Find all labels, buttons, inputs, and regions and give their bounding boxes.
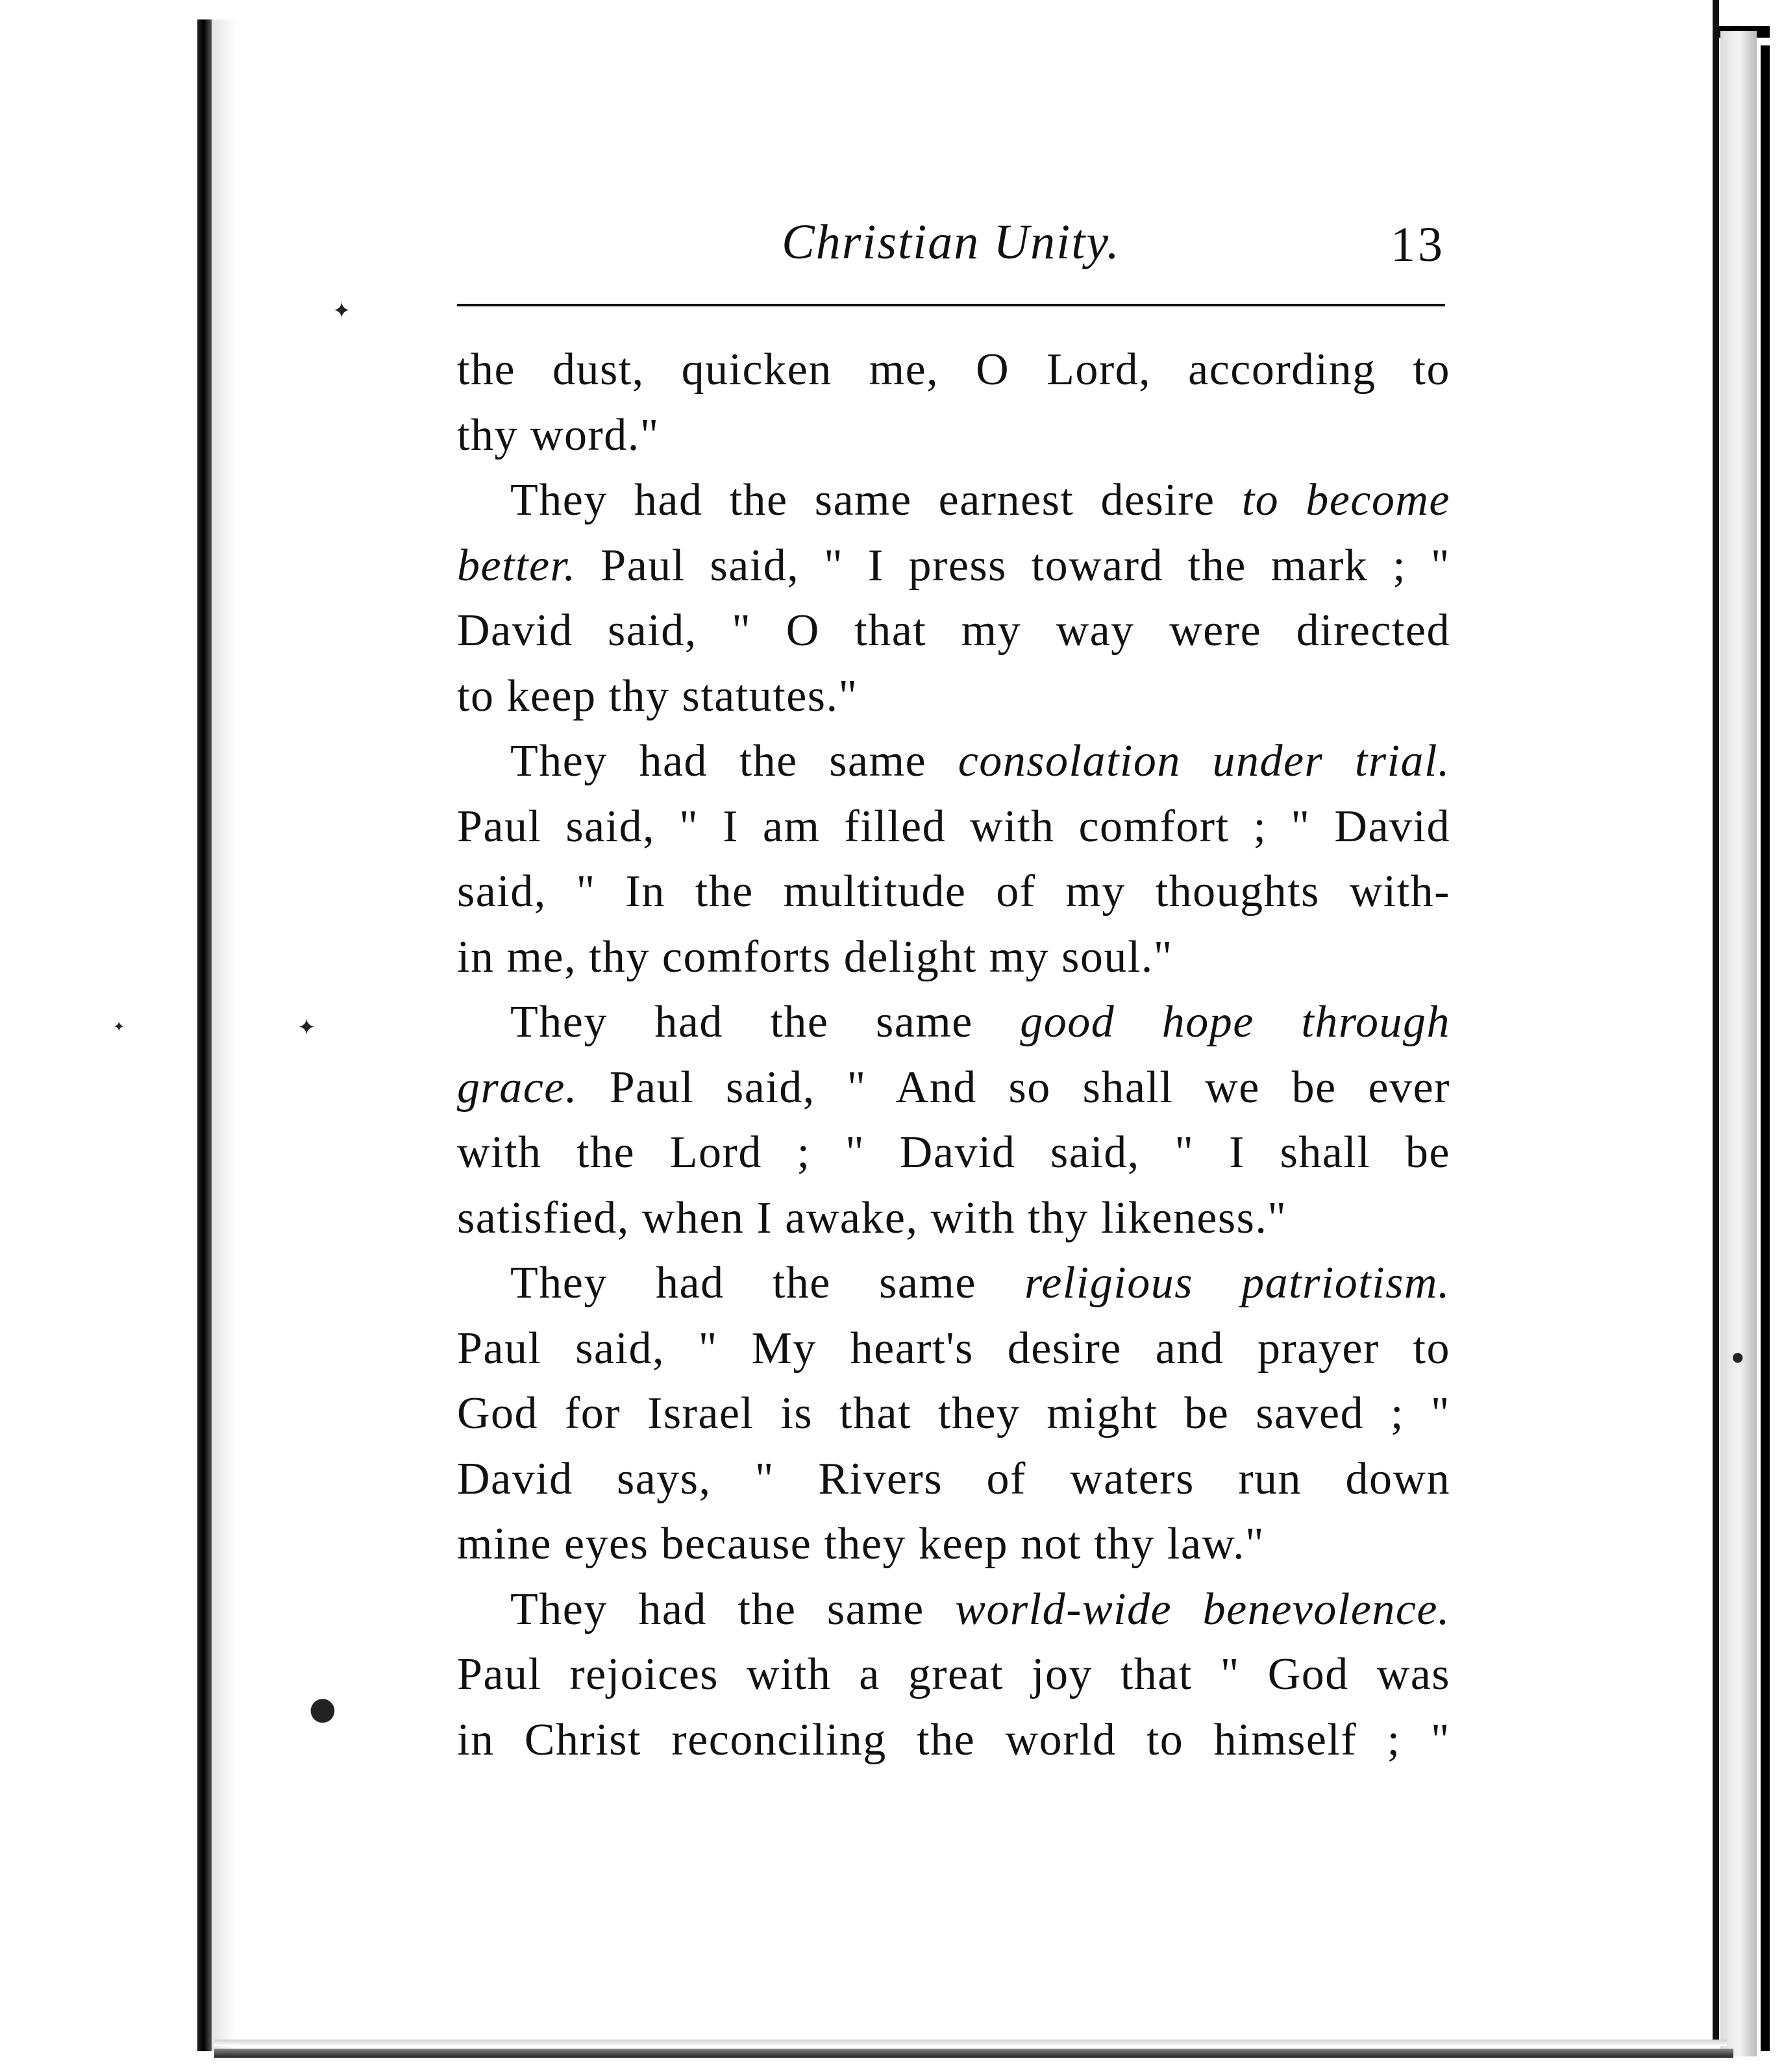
text-line: Paul rejoices with a great joy that " God was [457, 1649, 1450, 1699]
text-run: They had the same earnest desire [510, 475, 1242, 525]
emphasis: religious patriotism. [1024, 1258, 1450, 1308]
emphasis: consolation under trial. [958, 736, 1450, 786]
text-line: with the Lord ; " David said, " I shall be [457, 1128, 1450, 1178]
running-title: Christian Unity. [782, 215, 1121, 269]
page-number: 13 [1391, 217, 1445, 272]
ink-speck: ✦ [332, 298, 351, 324]
ink-speck: ● [309, 1690, 336, 1727]
text-run: Paul said, " And so shall we be ever [577, 1062, 1450, 1113]
page-edge [1761, 45, 1770, 2051]
text-run: Paul said, " I press toward the mark ; " [576, 540, 1450, 591]
text-line: thy word." [457, 410, 660, 460]
text-line: Paul said, " I am filled with comfort ; " David [457, 801, 1450, 852]
text-run: They had the same [510, 1258, 1025, 1308]
page-edge [214, 2040, 1727, 2046]
ink-speck: ✦ [113, 1019, 125, 1035]
emphasis: to become [1241, 475, 1450, 525]
text-run: They had the same [510, 1584, 956, 1634]
text-line [457, 534, 1450, 599]
text-line: David said, " O that my way were directed [457, 606, 1450, 656]
text-line: Paul said, " My heart's desire and prayer to [457, 1323, 1450, 1374]
text-line: God for Israel is that they might be saved ; " [457, 1388, 1450, 1438]
text-line [457, 468, 1450, 534]
text-line [457, 1251, 1450, 1316]
body-text [457, 338, 1450, 1773]
text-line: the dust, quicken me, O Lord, according to [457, 345, 1450, 395]
text-line [457, 1577, 1450, 1643]
text-run: They had the same [510, 997, 1021, 1047]
text-line: David says, " Rivers of waters run down [457, 1453, 1450, 1504]
ink-speck: ✦ [297, 1015, 316, 1041]
text-line [457, 1055, 1450, 1121]
ink-speck: ● [1732, 1349, 1744, 1364]
emphasis: grace. [457, 1062, 578, 1113]
emphasis: good hope through [1020, 997, 1450, 1047]
text-line: said, " In the multitude of my thoughts with- [457, 867, 1450, 917]
text-line [457, 990, 1450, 1055]
header-rule [457, 304, 1445, 306]
gutter-shadow [212, 19, 238, 2051]
text-run: They had the same [510, 736, 958, 786]
emphasis: world-wide benevolence. [955, 1584, 1450, 1634]
text-line: mine eyes because they keep not thy law." [457, 1519, 1265, 1569]
text-line: satisfied, when I awake, with thy likeness." [457, 1192, 1287, 1243]
text-line: in me, thy comforts delight my soul." [457, 931, 1173, 982]
emphasis: better. [457, 540, 576, 591]
text-line: to keep thy statutes." [457, 671, 858, 721]
running-head [457, 208, 1445, 286]
page-edge [1713, 0, 1719, 2045]
page-edge [214, 2049, 1733, 2058]
book-gutter [197, 19, 212, 2051]
page-edge [1720, 31, 1757, 2056]
text-line [457, 729, 1450, 795]
text-line: in Christ reconciling the world to himself ; " [457, 1714, 1450, 1765]
